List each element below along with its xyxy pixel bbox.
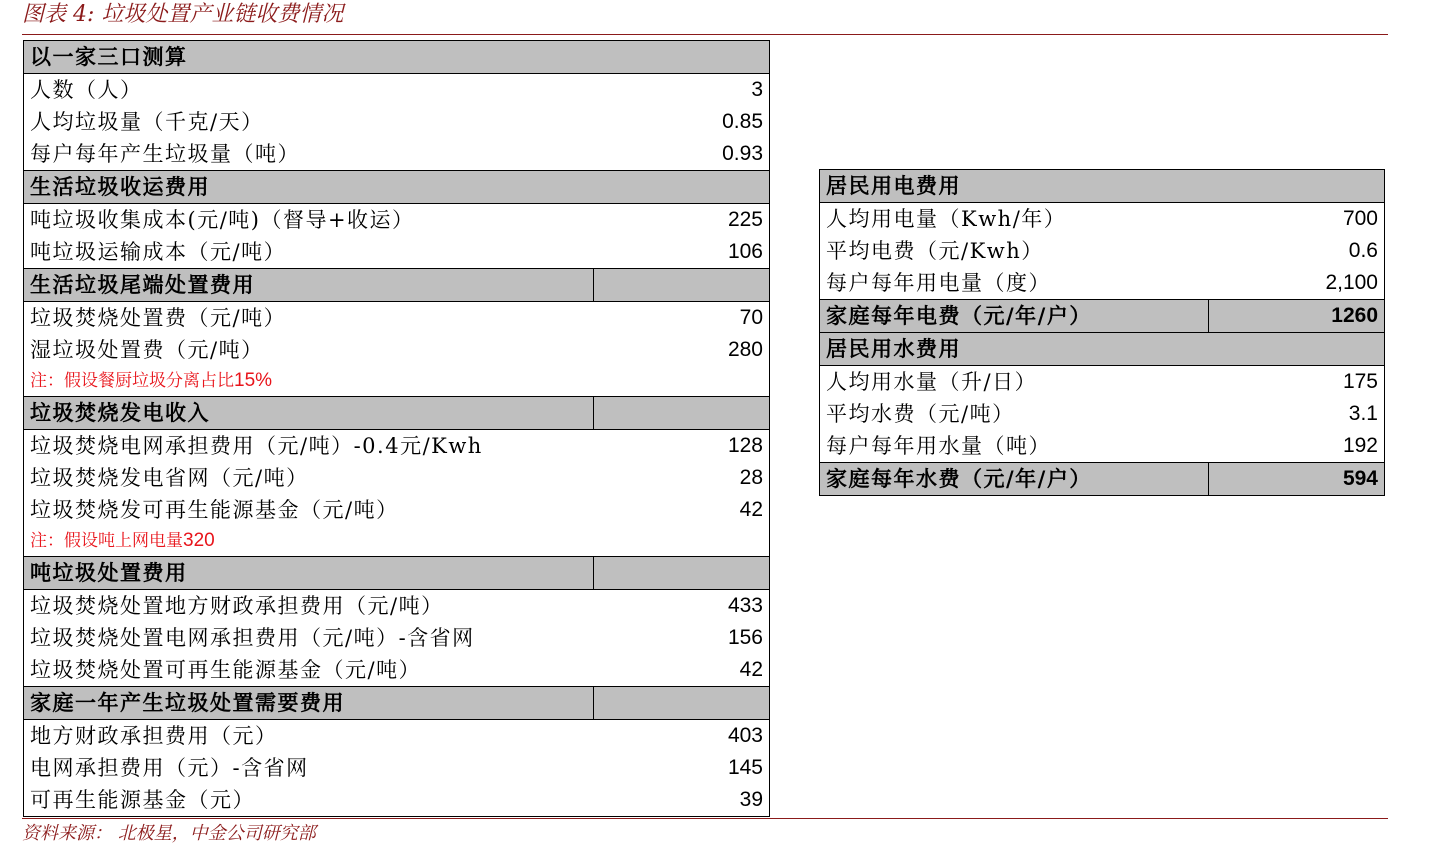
row-value: 433 xyxy=(727,594,763,617)
table-row xyxy=(820,366,1385,399)
section-title: 生活垃圾收运费用 xyxy=(24,171,770,204)
row-label: 平均水费（元/吨） xyxy=(826,402,1015,426)
table-row xyxy=(24,430,770,463)
row-value: 42 xyxy=(739,658,763,681)
table-row xyxy=(820,235,1385,267)
row-label: 每户每年用电量（度） xyxy=(826,271,1051,295)
table-row xyxy=(24,204,770,237)
table-row xyxy=(820,203,1385,236)
section-header-electricity xyxy=(820,170,1385,203)
section-header-collection xyxy=(24,171,770,204)
table-row xyxy=(820,430,1385,463)
section-title: 居民用电费用 xyxy=(820,170,1385,203)
note-text xyxy=(24,366,770,397)
section-title: 以一家三口测算 xyxy=(24,41,770,74)
section-header-per-ton xyxy=(24,557,770,590)
section-title: 家庭一年产生垃圾处置需要费用 xyxy=(24,687,594,720)
table-row xyxy=(24,74,770,107)
row-label: 平均电费（元/Kwh） xyxy=(826,239,1044,263)
source-note: 资料来源： 北极星，中金公司研究部 xyxy=(22,823,316,844)
table-row xyxy=(24,106,770,138)
row-value: 0.6 xyxy=(1348,239,1378,262)
table-row xyxy=(24,784,770,817)
row-label: 垃圾焚烧处置费（元/吨） xyxy=(30,306,287,330)
note-row xyxy=(24,366,770,397)
row-value: 175 xyxy=(1342,370,1378,393)
table-row xyxy=(24,720,770,753)
row-label: 垃圾焚烧处置电网承担费用（元/吨）-含省网 xyxy=(30,626,475,650)
row-value: 3.1 xyxy=(1348,402,1378,425)
total-value: 1260 xyxy=(1209,300,1385,333)
total-label: 家庭每年电费（元/年/户） xyxy=(820,300,1209,333)
section-header-disposal xyxy=(24,269,770,302)
table-row xyxy=(24,494,770,526)
row-value: 3 xyxy=(751,78,763,101)
row-label: 湿垃圾处置费（元/吨） xyxy=(30,338,264,362)
note-text xyxy=(24,526,770,557)
section-title: 垃圾焚烧发电收入 xyxy=(24,397,594,430)
row-label: 可再生能源基金（元） xyxy=(30,788,255,812)
table-row xyxy=(24,752,770,784)
section-header-annual-household xyxy=(24,687,770,720)
table-row xyxy=(24,622,770,654)
row-label: 垃圾焚烧发可再生能源基金（元/吨） xyxy=(30,498,399,522)
header-blank-cell xyxy=(594,269,770,302)
table-row xyxy=(24,334,770,366)
section-header-power-income xyxy=(24,397,770,430)
total-value: 594 xyxy=(1209,463,1385,496)
row-label: 地方财政承担费用（元） xyxy=(30,724,278,748)
note-value: 15% xyxy=(234,370,273,391)
table-row xyxy=(24,302,770,335)
section-header-household xyxy=(24,41,770,74)
table-row xyxy=(24,236,770,269)
row-value: 70 xyxy=(739,306,763,329)
waste-cost-table xyxy=(23,40,770,817)
section-title: 吨垃圾处置费用 xyxy=(24,557,594,590)
total-row-electricity xyxy=(820,300,1385,333)
row-label: 垃圾焚烧处置地方财政承担费用（元/吨） xyxy=(30,594,444,618)
table-row xyxy=(24,462,770,494)
header-blank-cell xyxy=(594,557,770,590)
note-value: 320 xyxy=(183,530,215,551)
row-value: 280 xyxy=(727,338,763,361)
row-value: 0.85 xyxy=(722,110,763,133)
note-prefix: 注：假设餐厨垃圾分离占比 xyxy=(30,371,234,391)
row-value: 225 xyxy=(727,208,763,231)
section-header-water xyxy=(820,333,1385,366)
table-row xyxy=(820,267,1385,300)
note-prefix: 注：假设吨上网电量 xyxy=(30,531,183,551)
row-value: 28 xyxy=(739,466,763,489)
row-label: 垃圾焚烧电网承担费用（元/吨）-0.4元/Kwh xyxy=(30,434,483,458)
row-label: 电网承担费用（元）-含省网 xyxy=(30,756,309,780)
row-value: 39 xyxy=(739,788,763,811)
row-value: 106 xyxy=(727,240,763,263)
row-label: 垃圾焚烧处置可再生能源基金（元/吨） xyxy=(30,658,422,682)
row-value: 2,100 xyxy=(1325,271,1378,294)
table-row xyxy=(24,590,770,623)
row-value: 145 xyxy=(727,756,763,779)
figure-title: 图表 4: 垃圾处置产业链收费情况 xyxy=(22,2,344,27)
header-blank-cell xyxy=(594,397,770,430)
table-row xyxy=(24,138,770,171)
table-row xyxy=(820,398,1385,430)
bottom-rule xyxy=(22,818,1388,819)
row-label: 每户每年产生垃圾量（吨） xyxy=(30,142,300,166)
top-rule xyxy=(22,34,1388,35)
row-value: 128 xyxy=(727,434,763,457)
row-label: 人均用电量（Kwh/年） xyxy=(826,207,1067,231)
note-row xyxy=(24,526,770,557)
row-label: 每户每年用水量（吨） xyxy=(826,434,1051,458)
row-label: 吨垃圾运输成本（元/吨） xyxy=(30,240,287,264)
total-row-water xyxy=(820,463,1385,496)
section-title: 居民用水费用 xyxy=(820,333,1385,366)
header-blank-cell xyxy=(594,687,770,720)
row-label: 人数（人） xyxy=(30,78,143,102)
row-value: 192 xyxy=(1342,434,1378,457)
table-row xyxy=(24,654,770,687)
utility-cost-table xyxy=(819,169,1385,496)
row-label: 垃圾焚烧发电省网（元/吨） xyxy=(30,466,309,490)
row-label: 人均用水量（升/日） xyxy=(826,370,1038,394)
row-value: 42 xyxy=(739,498,763,521)
row-value: 156 xyxy=(727,626,763,649)
row-label: 吨垃圾收集成本(元/吨)（督导+收运） xyxy=(30,208,415,232)
row-value: 700 xyxy=(1342,207,1378,230)
total-label: 家庭每年水费（元/年/户） xyxy=(820,463,1209,496)
row-value: 0.93 xyxy=(722,142,763,165)
row-value: 403 xyxy=(727,724,763,747)
section-title: 生活垃圾尾端处置费用 xyxy=(24,269,594,302)
row-label: 人均垃圾量（千克/天） xyxy=(30,110,264,134)
